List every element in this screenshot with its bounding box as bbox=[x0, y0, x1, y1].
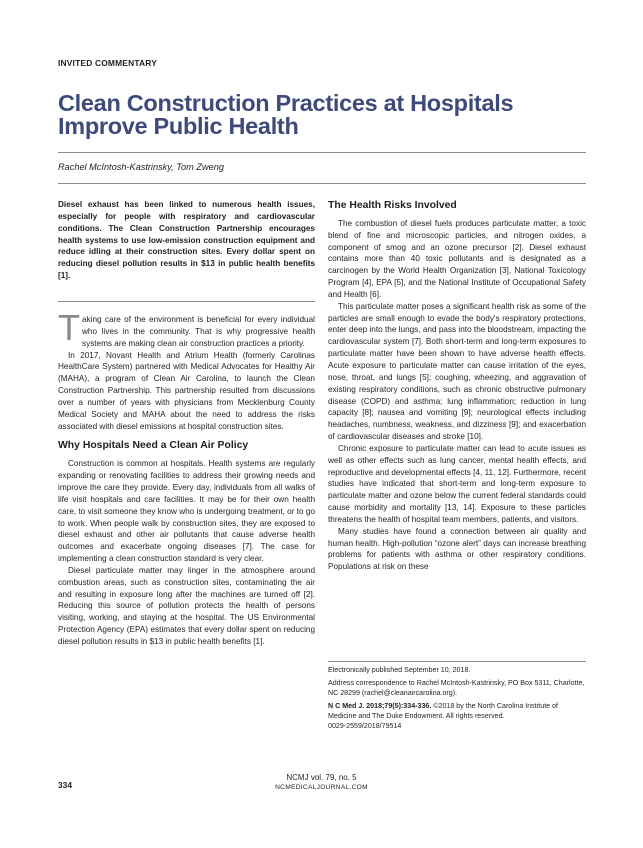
abstract: Diesel exhaust has been linked to numerous health issues, especially for people with respiratory and cardiovascular conditions. The Clean Construction Partnership encourages health systems to use low-emission construction equipment and reduce idling at their construction sites. Every dollar spent on reducing diesel pollution results in $13 in public health benefits [1]. bbox=[58, 200, 315, 281]
journal-issue: NCMJ vol. 79, no. 5 bbox=[286, 773, 357, 782]
article-title bbox=[58, 92, 598, 138]
risks-paragraph-3: Chronic exposure to particulate matter can lead to acute issues as well as other effects such as lung cancer, mental health effects, and reproductive and developmental effects [4, 11, 12]. Furthermore, recent studies have indicated that short-term and long-term exposure to particulate matter and ozone below the current federal standards could cause morbidity and mortality [13, 14]. Exposure to these particles threatens the health of hospital team members, patients, and visitors. bbox=[328, 443, 586, 524]
citation-rest: ©2018 by the North Carolina Institute of Medicine and The Duke Endowment. All rights reserved. bbox=[328, 702, 558, 720]
footnote-divider bbox=[328, 661, 586, 662]
heading-why-hospitals: Why Hospitals Need a Clean Air Policy bbox=[58, 440, 249, 452]
authors: Rachel McIntosh-Kastrinsky, Tom Zweng bbox=[58, 162, 224, 172]
intro-paragraph-1 bbox=[58, 307, 315, 350]
citation-note bbox=[328, 701, 586, 731]
section-label: INVITED COMMENTARY bbox=[58, 58, 157, 68]
risks-paragraph-1: The combustion of diesel fuels produces particulate matter, a toxic blend of fine and microscopic particles, and nitrogen oxides, a component of smog and an ozone precursor [2]. Diesel exhaust contains more than 40 toxic pollutants and is designated as a carcinogen by the World Health Organization [3], National Toxicology Program [4], EPA [5], and the National Institute of Occupational Safety and Health [6]. bbox=[328, 218, 586, 299]
abstract-divider bbox=[58, 301, 315, 302]
why-paragraph-1: Construction is common at hospitals. Health systems are regularly expanding or renovating facilities to address their growing needs and improve the care they provide. Every day, individuals from all walks of life visit hospitals and care facilities. It may be for their own health care, to visit someone they know who is undergoing treatment, or to go to work. When people walk by construction sites, they are exposed to diesel exhaust and other air pollutants that cause adverse health outcomes and exacerbate ongoing diseases [7]. The case for implementing a clean construction standard is very clear. bbox=[58, 459, 315, 564]
footnotes bbox=[328, 665, 586, 734]
right-column bbox=[328, 200, 586, 573]
risks-paragraph-2: This particulate matter poses a significant health risk as some of the particles are small enough to evade the body's respiratory protections, enter deep into the lungs, and pass into the bloodstream, impacting the cardiovascular system [7]. Both short-term and long-term exposures to particulate matter have been shown to have adverse health effects. Acute exposure to particulate matter can cause irritation of the eyes, nose, throat, and lungs [5]; coughing, wheezing, and aggravation of existing respiratory conditions, such as chronic obstructive pulmonary disease (COPD) and asthma; lung inflammation; reduction in lung capacity [8]; nausea and vomiting [9]; neurological effects including headaches, numbness, weakness, and dizziness [9]; and exacerbation of cardiovascular diseases and stroke [10]. bbox=[328, 301, 586, 442]
why-paragraph-2: Diesel particulate matter may linger in the atmosphere around combustion areas, such as construction sites, contaminating the air and resulting in exposure long after the machines are turned off [2]. Reducing this source of pollution protects the health of persons visiting, working, and staying at the hospital. The US Environmental Protection Agency (EPA) estimates that every dollar spent on reducing diesel pollution results in $13 in public health benefits [1]. bbox=[58, 565, 315, 646]
title-divider bbox=[58, 152, 586, 153]
published-note: Electronically published September 10, 2018. bbox=[328, 666, 471, 674]
journal-footer bbox=[210, 773, 433, 793]
page-number: 334 bbox=[58, 780, 72, 790]
risks-paragraph-4: Many studies have found a connection between air quality and human health. High-pollution “ozone alert” days can increase breathing problems for patients with asthma or other respiratory conditions. Populations at risk on these bbox=[328, 526, 586, 572]
intro-text-1: aking care of the environment is beneficial for every individual who lives in the community. That is why progressive health systems are making clean air construction practices a priority. bbox=[82, 315, 315, 348]
title-line-1: Clean Construction Practices at Hospitals bbox=[58, 90, 514, 116]
authors-divider bbox=[58, 183, 586, 184]
journal-website: NCMEDICALJOURNAL.COM bbox=[275, 784, 368, 791]
drop-cap: T bbox=[58, 307, 80, 348]
left-column bbox=[58, 307, 315, 648]
correspondence-note: Address correspondence to Rachel McIntosh-Kastrinsky, PO Box 5311, Charlotte, NC 28299 (rachel@cleanaircarolina.org). bbox=[328, 679, 585, 697]
title-line-2: Improve Public Health bbox=[58, 113, 299, 139]
citation-bold: N C Med J. 2018;79(5):334-336. bbox=[328, 702, 432, 710]
issn: 0029-2559/2018/79514 bbox=[328, 722, 402, 730]
heading-health-risks: The Health Risks Involved bbox=[328, 200, 457, 211]
intro-paragraph-2: In 2017, Novant Health and Atrium Health (formerly Carolinas HealthCare System) partnered with Medical Advocates for Healthy Air (MAHA), a program of Clean Air Carolina, to launch the Clean Construction Partnership. This partnership resulted from discussions over a number of years with physicians from Mecklenburg County Medical Society and MAHA about the need to address the risks associated with diesel emissions at hospital construction sites. bbox=[58, 350, 315, 431]
